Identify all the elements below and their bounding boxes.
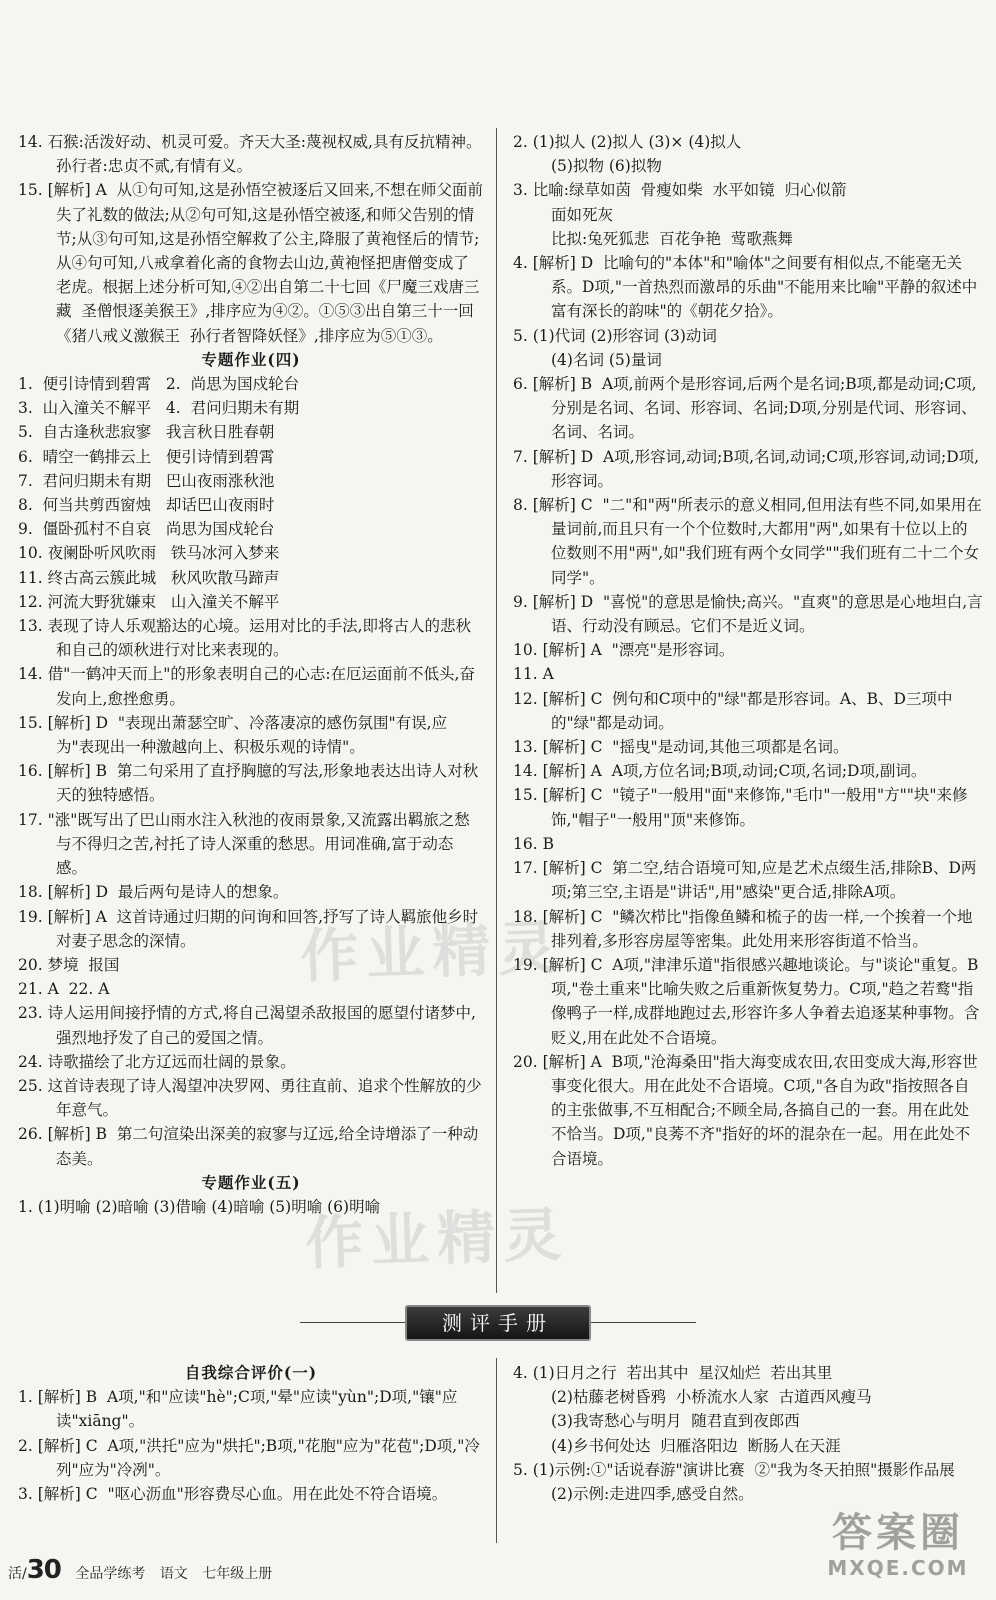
site-logo	[818, 1510, 978, 1590]
answer-item: 5. 自古逢秋悲寂寥 我言秋日胜春朝	[18, 423, 275, 442]
answer-item: 1. 便引诗情到碧霄 2. 尚思为国戍轮台	[18, 375, 300, 394]
answer-item: 8. [解析] C "二"和"两"所表示的意义相同,但用法有些不同,如果用在量词前,而且只有一个个位数时,大都用"两",如果有十位以上的位数则不用"两",如"我们班有两个女同学""我们班有二十二个女同学"。	[513, 496, 982, 587]
answer-item: 20. 梦境 报国	[18, 955, 120, 974]
section-heading-4: 专题作业(四)	[201, 349, 301, 369]
answer-item: 15. [解析] D "表现出萧瑟空旷、冷落凄凉的感伤氛围"有误,应为"表现出一种激越向上、积极乐观的诗情"。	[18, 713, 448, 757]
answer-item: 11. A	[513, 665, 554, 684]
left-top-answers	[18, 130, 484, 348]
answer-item: 3. 山入潼关不解平 4. 君问归期未有期	[18, 399, 300, 418]
answer-item: 12. 河流大野犹嫌束 山入潼关不解平	[18, 592, 280, 611]
answer-item: 14. 石猴:活泼好动、机灵可爱。齐天大圣:蔑视权威,具有反抗精神。孙行者:忠贞不贰,有情有义。	[18, 133, 482, 176]
answer-item: 4. (1)日月之行 若出其中 星汉灿烂 若出其里 (2)枯藤老树昏鸦 小桥流水人家 古道西风瘦马 (3)我寄愁心与明月 随君直到夜郎西 (4)乡书何处达 归雁洛阳边 断肠人在天涯	[513, 1364, 872, 1455]
answer-item: 23. 诗人运用间接抒情的方式,将自己渴望杀敌报国的愿望付诸梦中,强烈地抒发了自己的爱国之情。	[18, 1004, 476, 1047]
watermark-2: 作业精灵	[304, 1200, 571, 1278]
answer-item: 19. [解析] C A项,"津津乐道"指很感兴趣地谈论。与"谈论"重复。B项,"卷土重来"比喻失败之后重新恢复势力。C项,"趋之若鹜"指像鸭子一样,成群地跑过去,形容许多人争着去追逐某种事物。含贬义,用在此处不合语境。	[513, 955, 980, 1047]
book-title: 全品学练考	[75, 1566, 146, 1582]
right-column	[513, 130, 983, 1171]
answer-item: 16. [解析] B 第二句采用了直抒胸臆的写法,形象地表达出诗人对秋天的独特感悟。	[18, 762, 479, 805]
banner-rule-right	[591, 1322, 696, 1323]
answer-item: 13. [解析] C "摇曳"是动词,其他三项都是名词。	[513, 738, 849, 757]
right-bottom-answers	[513, 1361, 983, 1506]
answer-item: 12. [解析] C 例句和C项中的"绿"都是形容词。A、B、D三项中的"绿"都是动词。	[513, 689, 953, 732]
answer-item: 2. (1)拟人 (2)拟人 (3)× (4)拟人 (5)拟物 (6)拟物	[513, 133, 742, 176]
left-bottom-answers	[18, 1385, 484, 1506]
answer-item: 21. A 22. A	[18, 980, 110, 999]
answer-item: 26. [解析] B 第二句渲染出深美的寂寥与辽远,给全诗增添了一种动态美。	[18, 1125, 479, 1168]
answer-item: 13. 表现了诗人乐观豁达的心境。运用对比的手法,即将古人的悲秋和自己的颂秋进行对比来表现的。	[18, 617, 472, 660]
answer-item: 5. (1)代词 (2)形容词 (3)动词 (4)名词 (5)量词	[513, 326, 717, 369]
watermark-1: 作业精灵	[299, 913, 566, 991]
banner-rule-left	[300, 1322, 405, 1323]
right-column-bottom	[513, 1361, 983, 1506]
page-number: 30	[26, 1555, 61, 1585]
column-divider-bottom	[496, 1358, 497, 1543]
answer-item: 16. B	[513, 834, 554, 853]
answer-item: 6. 晴空一鹤排云上 便引诗情到碧霄	[18, 447, 275, 466]
answer-item: 3. [解析] C "呕心沥血"形容费尽心血。用在此处不符合语境。	[18, 1485, 448, 1504]
answer-item: 15. [解析] A 从①句可知,这是孙悟空被逐后又回来,不想在师父面前失了礼数的做法;从②句可知,这是孙悟空被逐,和师父告别的情节;从③句可知,这是孙悟空解救了公主,降服了黄袍怪后的情节;从④句可知,八戒拿着化斋的食物去山边,黄袍怪把唐僧变成了老虎。根据上述分析可知,④②出自第二十七回《尸魔三戏唐三藏 圣僧恨逐美猴王》,排序应为④②。①⑤③出自第三十一回《猪八戒义激猴王 孙行者智降妖怪》,排序应为⑤①③。	[18, 181, 484, 345]
left-mid-answers	[18, 372, 484, 1171]
section-banner	[300, 1305, 696, 1341]
answer-item: 1. [解析] B A项,"和"应读"hè";C项,"晕"应读"yùn";D项,"镶"应读"xiāng"。	[18, 1388, 458, 1431]
answer-item: 7. 君问归期未有期 巴山夜雨涨秋池	[18, 471, 275, 490]
subject-label: 语文	[159, 1566, 188, 1582]
logo-text-en: MXQE.COM	[827, 1556, 969, 1580]
banner-title: 测评手册	[405, 1305, 591, 1341]
answer-item: 6. [解析] B A项,前两个是形容词,后两个是名词;B项,都是动词;C项,分别是名词、名词、形容词、名词;D项,分别是代词、形容词、名词、名词。	[513, 375, 977, 442]
answer-item: 5. (1)示例:①"话说春游"演讲比赛 ②"我为冬天拍照"摄影作品展 (2)示例:走进四季,感受自然。	[513, 1460, 955, 1504]
answer-item: 2. [解析] C A项,"洪托"应为"烘托";B项,"花胞"应为"花苞";D项,"冷列"应为"冷冽"。	[18, 1436, 480, 1479]
answer-item: 8. 何当共剪西窗烛 却话巴山夜雨时	[18, 496, 275, 515]
answer-item: 9. 僵卧孤村不自哀 尚思为国戍轮台	[18, 520, 275, 539]
answer-item: 11. 终古高云簇此城 秋风吹散马蹄声	[18, 568, 280, 587]
page-footer	[8, 1555, 282, 1585]
answer-item: 14. 借"一鹤冲天而上"的形象表明自己的心志:在厄运面前不低头,奋发向上,愈挫愈勇。	[18, 665, 475, 708]
column-divider-top	[496, 128, 497, 1293]
answer-item: 18. [解析] C "鳞次栉比"指像鱼鳞和梳子的齿一样,一个挨着一个地排列着,多形容房屋等密集。此处用来形容街道不恰当。	[513, 907, 973, 950]
answer-item: 25. 这首诗表现了诗人渴望冲决罗网、勇往直前、追求个性解放的少年意气。	[18, 1076, 482, 1120]
answer-item: 17. [解析] C 第二空,结合语境可知,应是艺术点缀生活,排除B、D两项;第三空,主语是"讲话",用"感染"更合适,排除A项。	[513, 859, 977, 902]
answer-item: 10. [解析] A "漂亮"是形容词。	[513, 641, 735, 660]
section-heading-5: 专题作业(五)	[201, 1172, 301, 1192]
answer-item: 4. [解析] D 比喻句的"本体"和"喻体"之间要有相似点,不能毫无关系。D项,"一首热烈而激昂的乐曲"不能用来比喻"平静的叙述中富有深长的韵味"的《朝花夕拾》。	[513, 254, 978, 321]
logo-text-cn: 答案圈	[832, 1510, 964, 1556]
answer-item: 7. [解析] D A项,形容词,动词;B项,名词,动词;C项,形容词,动词;D项,形容词。	[513, 447, 980, 490]
left-column-bottom	[18, 1361, 484, 1506]
answer-item: 1. (1)明喻 (2)暗喻 (3)借喻 (4)暗喻 (5)明喻 (6)明喻	[18, 1197, 381, 1216]
answer-item: 24. 诗歌描绘了北方辽远而壮阔的景象。	[18, 1052, 296, 1071]
answer-item: 20. [解析] A B项,"沧海桑田"指大海变成农田,农田变成大海,形容世事变化很大。用在此处不合语境。C项,"各自为政"指按照各自的主张做事,不互相配合;不顾全局,各搞自己的一套。用在此处不恰当。D项,"良莠不齐"指好的坏的混杂在一起。用在此处不合语境。	[513, 1052, 978, 1168]
right-top-answers	[513, 130, 983, 1171]
answer-item: 18. [解析] D 最后两句是诗人的想象。	[18, 883, 289, 902]
page-prefix: 活/	[8, 1566, 27, 1582]
grade-label: 七年级上册	[202, 1566, 273, 1582]
self-eval-title: 自我综合评价(一)	[184, 1363, 318, 1382]
answer-item: 3. 比喻:绿草如茵 骨瘦如柴 水平如镜 归心似箭 面如死灰 比拟:兔死狐悲 百花争艳 莺歌燕舞	[513, 181, 847, 248]
left-column	[18, 130, 484, 1219]
answer-item: 14. [解析] A A项,方位名词;B项,动词;C项,名词;D项,副词。	[513, 762, 927, 781]
answer-item: 15. [解析] C "镜子"一般用"面"来修饰,"毛巾"一般用"方""块"来修饰,"帽子"一般用"顶"来修饰。	[513, 786, 968, 829]
answer-item: 10. 夜阑卧听风吹雨 铁马冰河入梦来	[18, 544, 280, 563]
answer-item: 17. "涨"既写出了巴山雨水注入秋池的夜雨景象,又流露出羁旅之愁与不得归之苦,衬托了诗人深重的愁思。用词准确,富于动态感。	[18, 810, 470, 878]
answer-item: 19. [解析] A 这首诗通过归期的问询和回答,抒写了诗人羁旅他乡时对妻子思念的深情。	[18, 907, 479, 950]
answer-item: 9. [解析] D "喜悦"的意思是愉快;高兴。"直爽"的意思是心地坦白,言语、行动没有顾忌。它们不是近义词。	[513, 592, 983, 636]
